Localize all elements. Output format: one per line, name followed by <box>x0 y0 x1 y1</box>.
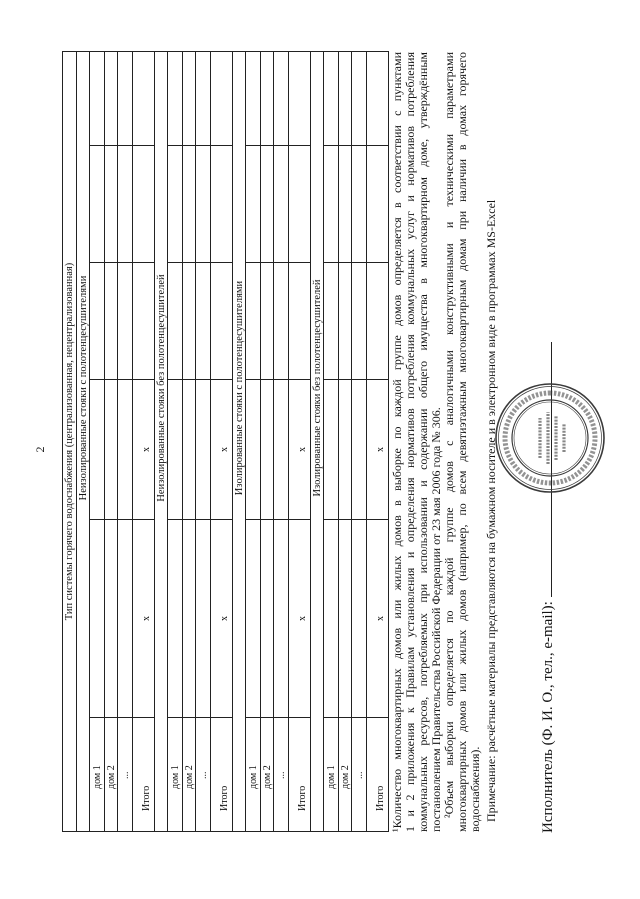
data-cell <box>211 51 233 145</box>
data-cell <box>211 146 233 263</box>
house-row <box>339 51 352 831</box>
data-cell <box>367 146 389 263</box>
data-cell <box>183 380 196 520</box>
house-label: дом 1 <box>168 718 183 832</box>
data-cell <box>289 263 311 380</box>
footnote-2-line: многоквартирных домов или жилых домов (например, по всем девятиэтажным многоквартирным домам при наличии в домах горячего <box>455 52 469 832</box>
data-cell <box>352 51 367 145</box>
stamp-center-lettering <box>540 412 564 464</box>
data-cell <box>183 520 196 718</box>
data-cell <box>90 520 105 718</box>
footnote-1-line: 1 и 2 приложения к Правилам установления и определения нормативов потребления коммунальных услуг и нормативов потребления <box>403 52 417 832</box>
data-cell <box>183 51 196 145</box>
data-cell <box>274 51 289 145</box>
section-header-row <box>311 51 324 831</box>
data-cell <box>90 146 105 263</box>
house-label: ... <box>118 718 133 832</box>
data-cell <box>261 146 274 263</box>
house-label: дом 1 <box>324 718 339 832</box>
data-cell <box>133 263 155 380</box>
note: Примечание: расчётные материалы представляются на бумажном носителе и в электронном виде в программах MS-Excel <box>484 199 498 822</box>
data-cell <box>246 520 261 718</box>
stamp-inner-ring <box>512 400 588 476</box>
data-cell <box>118 146 133 263</box>
data-cell <box>339 146 352 263</box>
house-label: дом 2 <box>261 718 274 832</box>
not-applicable-mark: х <box>289 380 311 520</box>
data-cell <box>324 520 339 718</box>
data-cell <box>183 146 196 263</box>
data-cell <box>105 51 118 145</box>
not-applicable-mark: х <box>133 520 155 718</box>
data-cell <box>168 263 183 380</box>
house-label: ... <box>352 718 367 832</box>
stamp-inner-ring-thin <box>514 402 586 474</box>
section-header-row <box>155 51 168 831</box>
house-label: ... <box>196 718 211 832</box>
table-body <box>63 51 389 831</box>
house-label: дом 2 <box>105 718 118 832</box>
data-cell <box>90 380 105 520</box>
data-cell <box>246 51 261 145</box>
page-number: 2 <box>33 446 47 453</box>
footnote-1-line: коммунальных ресурсов, потребляемых при использовании и содержании общего имущества в многоквартирном доме, утверждённым <box>416 52 430 832</box>
house-row <box>168 51 183 831</box>
data-cell <box>274 380 289 520</box>
house-row <box>90 51 105 831</box>
data-cell <box>196 146 211 263</box>
house-label: дом 1 <box>90 718 105 832</box>
data-cell <box>289 146 311 263</box>
data-cell <box>367 51 389 145</box>
not-applicable-mark: х <box>211 380 233 520</box>
data-cell <box>105 520 118 718</box>
footnote-2-line: ²Объем выборки определяется по каждой группе домов с аналогичными конструктивными и техническими параметрами <box>442 52 456 818</box>
not-applicable-mark: х <box>367 520 389 718</box>
data-cell <box>324 51 339 145</box>
house-row <box>105 51 118 831</box>
footnotes <box>391 52 498 832</box>
footnote-1-line: постановлением Правительства Российской Федерации от 23 мая 2006 года № 306. <box>429 407 443 832</box>
data-cell <box>339 520 352 718</box>
data-cell <box>352 380 367 520</box>
house-row <box>196 51 211 831</box>
data-cell <box>261 520 274 718</box>
data-cell <box>196 263 211 380</box>
data-cell <box>324 380 339 520</box>
data-cell <box>367 263 389 380</box>
data-cell <box>246 380 261 520</box>
data-cell <box>133 146 155 263</box>
data-cell <box>168 146 183 263</box>
data-cell <box>90 263 105 380</box>
section-title: Неизолированные стояки без полотенцесушителей <box>155 51 168 831</box>
data-cell <box>105 263 118 380</box>
house-label: ... <box>274 718 289 832</box>
house-row <box>324 51 339 831</box>
data-cell <box>133 51 155 145</box>
table-header-row <box>63 51 77 831</box>
executor-label: Исполнитель (Ф. И. О., тел., e-mail): <box>540 601 556 833</box>
data-cell <box>90 51 105 145</box>
data-cell <box>196 380 211 520</box>
hot-water-system-table <box>62 51 389 832</box>
data-cell <box>352 146 367 263</box>
data-cell <box>339 380 352 520</box>
data-cell <box>324 146 339 263</box>
data-cell <box>274 263 289 380</box>
house-row <box>261 51 274 831</box>
data-cell <box>246 263 261 380</box>
house-row <box>274 51 289 831</box>
house-label: дом 2 <box>183 718 196 832</box>
data-cell <box>339 263 352 380</box>
total-row <box>289 51 311 831</box>
footnote-2-line: водоснабжения). <box>468 746 482 832</box>
data-cell <box>352 263 367 380</box>
section-header-row <box>77 51 90 831</box>
data-cell <box>289 51 311 145</box>
data-cell <box>274 520 289 718</box>
section-header-row <box>233 51 246 831</box>
data-cell <box>352 520 367 718</box>
data-cell <box>339 51 352 145</box>
not-applicable-mark: х <box>133 380 155 520</box>
house-row <box>352 51 367 831</box>
official-stamp <box>494 382 606 494</box>
footnote-1-line: ¹Количество многоквартирных домов или жилых домов в выборке по каждой группе домов определяется в соответствии с пунктами <box>390 52 404 832</box>
not-applicable-mark: х <box>367 380 389 520</box>
data-cell <box>118 51 133 145</box>
data-cell <box>105 146 118 263</box>
total-row <box>211 51 233 831</box>
section-title: Неизолированные стояки с полотенцесушителями <box>77 51 90 831</box>
house-row <box>183 51 196 831</box>
house-row <box>246 51 261 831</box>
not-applicable-mark: х <box>289 520 311 718</box>
not-applicable-mark: х <box>211 520 233 718</box>
total-row <box>133 51 155 831</box>
data-cell <box>105 380 118 520</box>
data-cell <box>274 146 289 263</box>
total-label: Итого <box>133 718 155 832</box>
data-cell <box>168 520 183 718</box>
data-cell <box>261 263 274 380</box>
data-cell <box>211 263 233 380</box>
data-cell <box>246 146 261 263</box>
stamp-ring-lettering <box>505 393 595 483</box>
house-row <box>118 51 133 831</box>
data-cell <box>183 263 196 380</box>
data-cell <box>261 51 274 145</box>
data-cell <box>168 51 183 145</box>
house-label: дом 1 <box>246 718 261 832</box>
section-title: Изолированные стояки с полотенцесушителями <box>233 51 246 831</box>
data-cell <box>196 520 211 718</box>
data-cell <box>168 380 183 520</box>
table-header: Тип системы горячего водоснабжения (централизованная, нецентрализованная) <box>63 51 77 831</box>
data-cell <box>324 263 339 380</box>
section-title: Изолированные стояки без полотенцесушителей <box>311 51 324 831</box>
total-label: Итого <box>289 718 311 832</box>
data-cell <box>118 520 133 718</box>
data-cell <box>118 380 133 520</box>
data-cell <box>118 263 133 380</box>
stamp-seal <box>494 382 606 494</box>
total-label: Итого <box>367 718 389 832</box>
data-cell <box>196 51 211 145</box>
house-label: дом 2 <box>339 718 352 832</box>
total-label: Итого <box>211 718 233 832</box>
data-cell <box>261 380 274 520</box>
total-row <box>367 51 389 831</box>
